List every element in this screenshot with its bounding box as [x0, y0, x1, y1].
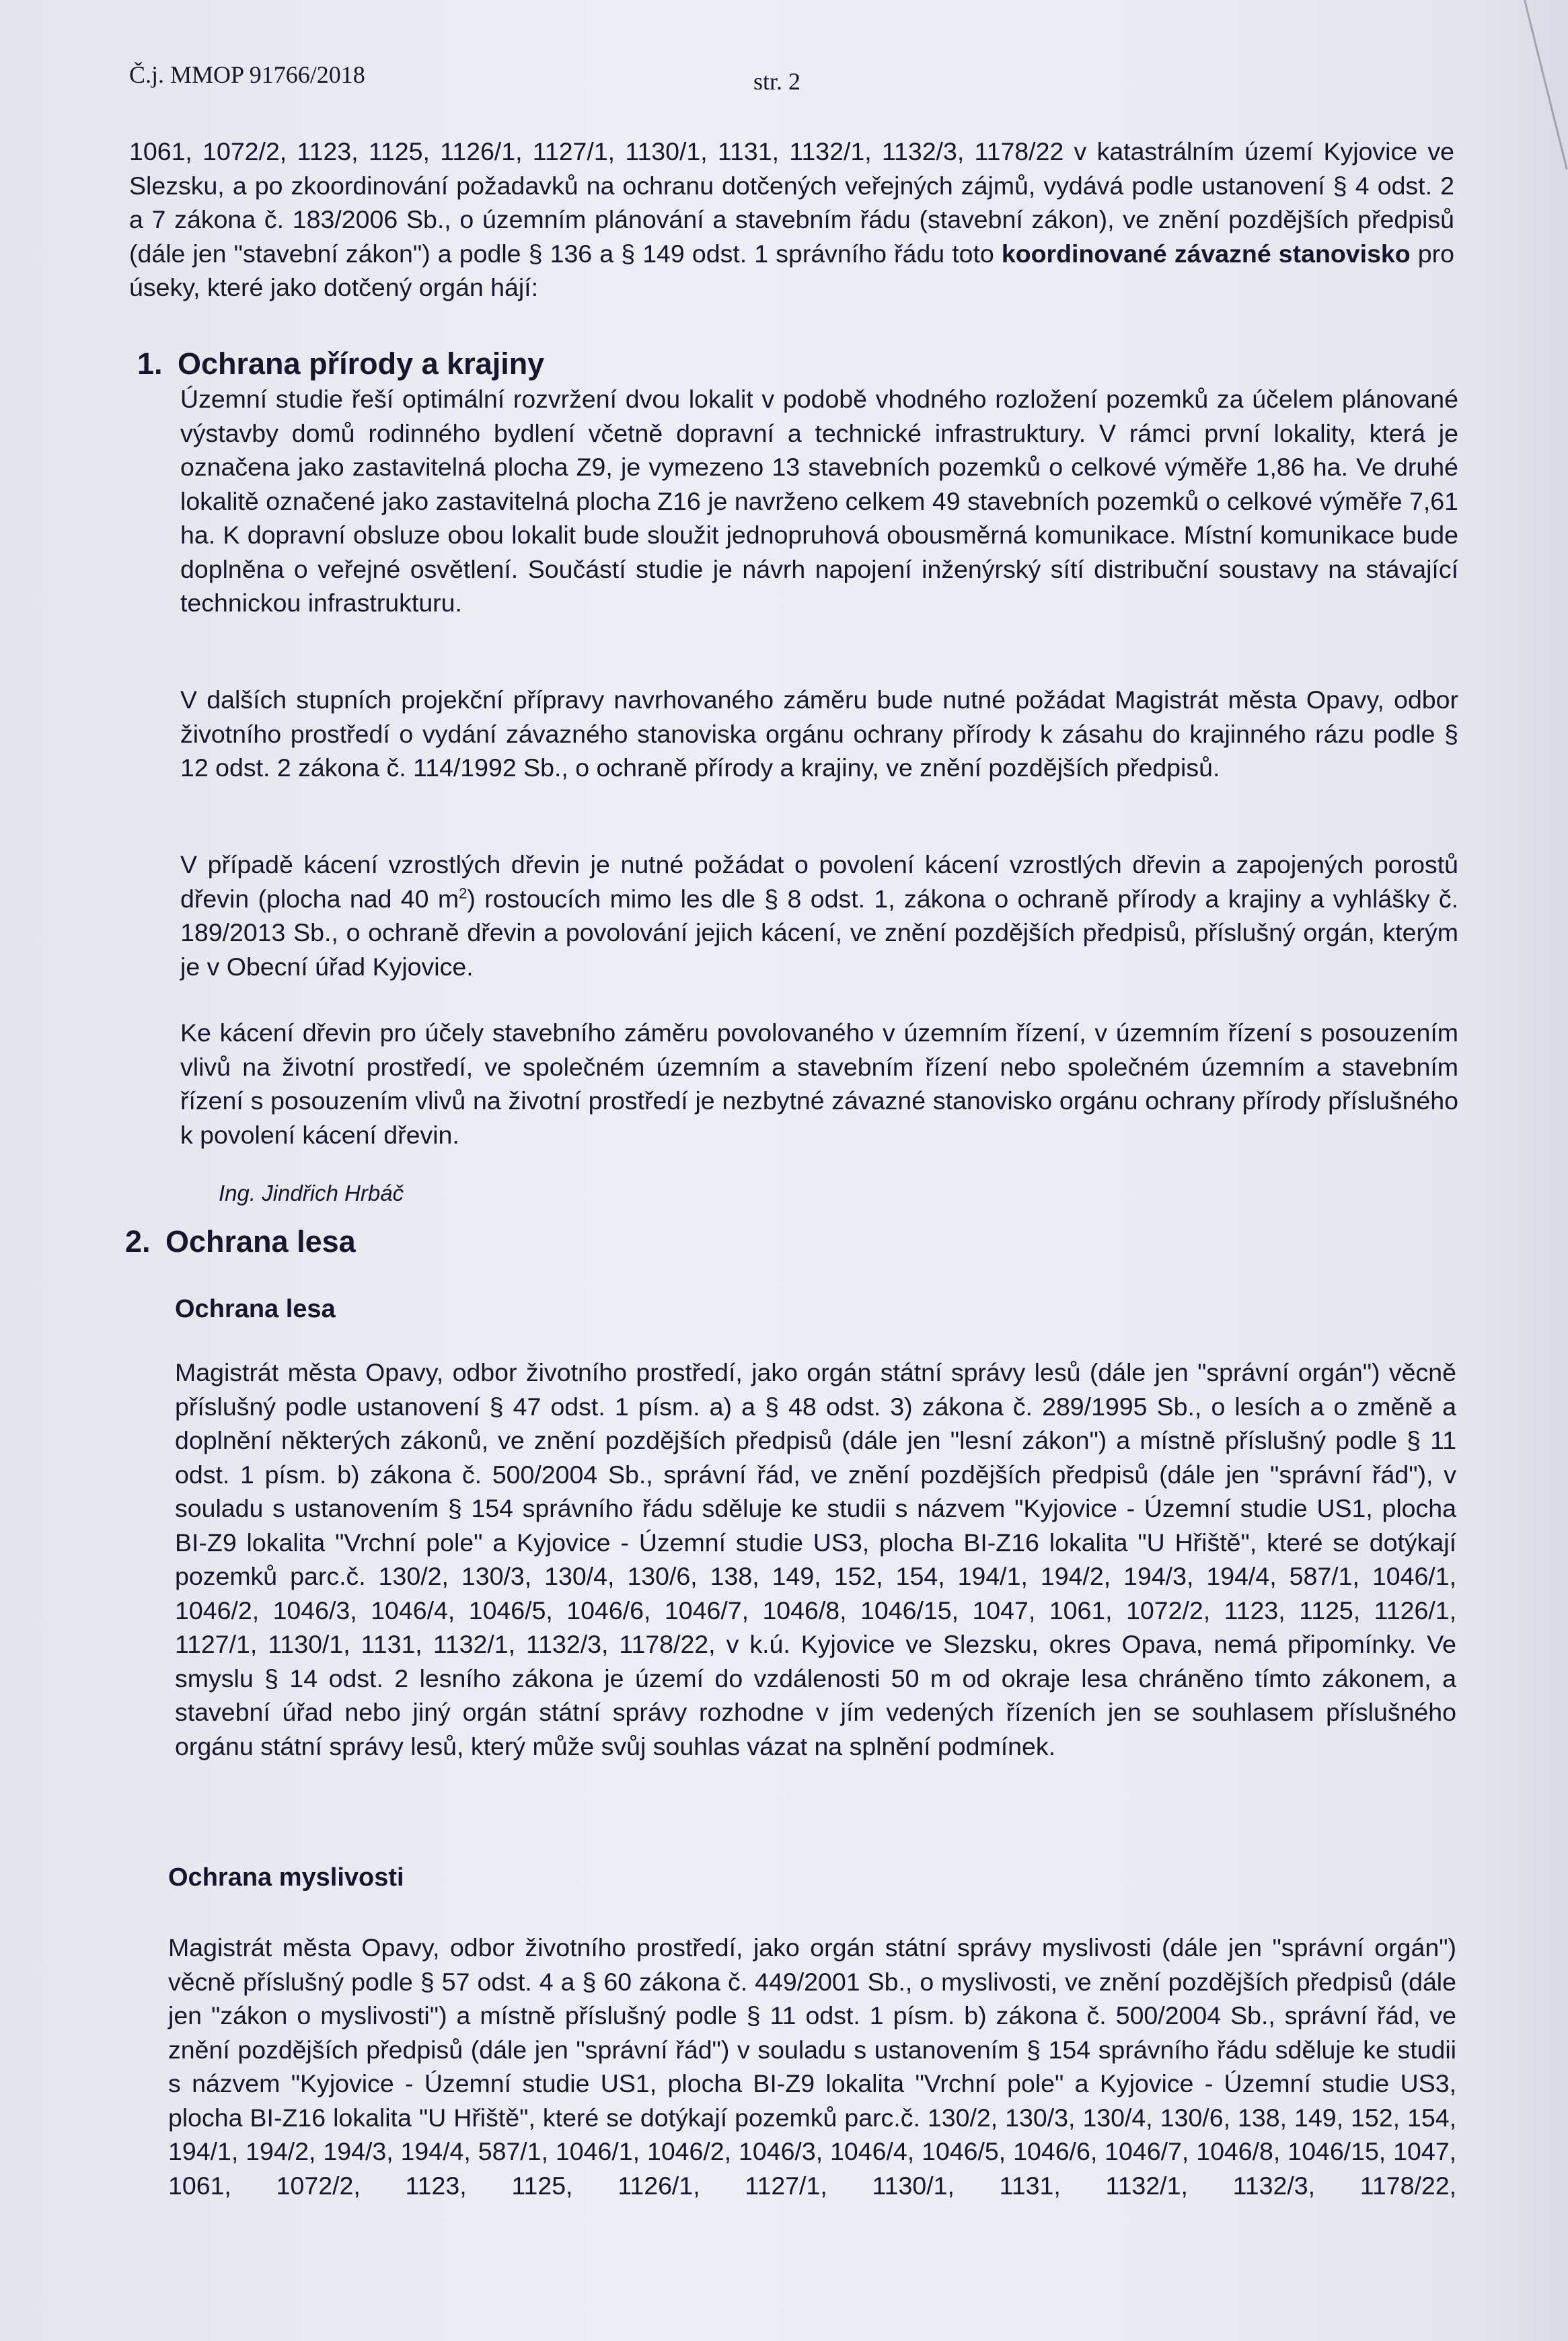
section-1-heading — [137, 346, 544, 381]
section-1-number: 1. — [137, 346, 163, 381]
subsection-hunting-text: Magistrát města Opavy, odbor životního prostředí, jako orgán státní správy myslivosti (dále jen "správní orgán") věcně příslušný podle § 57 odst. 4 a § 60 zákona č. 449/2001 Sb., o myslivosti, ve znění pozdějších předpisů (dále jen "zákon o myslivosti") a místně příslušný podle § 11 odst. 1 písm. b) zákona č. 500/2004 Sb., správní řád, ve znění pozdějších předpisů (dále jen "správní řád") v souladu s ustanovením § 154 správního řádu sděluje ke studii s názvem "Kyjovice - Územní studie US1, plocha BI-Z9 lokalita "Vrchní pole" a Kyjovice - Územní studie US3, plocha BI-Z16 lokalita "U Hřiště", které se dotýkají pozemků parc.č. 130/2, 130/3, 130/4, 130/6, 138, 149, 152, 154, 194/1, 194/2, 194/3, 194/4, 587/1, 1046/1, 1046/2, 1046/3, 1046/4, 1046/5, 1046/6, 1046/7, 1046/8, 1046/15, 1047, 1061, 1072/2, 1123, 1125, 1126/1, 1127/1, 1130/1, 1131, 1132/1, 1132/3, 1178/22, — [168, 1933, 1456, 2200]
page-fold-shadow — [1474, 0, 1568, 2341]
section-1-p3b: ) rostoucích mimo les dle § 8 odst. 1, zákona o ochraně přírody a krajiny a vyhlášky č. 189/2013 Sb., o ochraně dřevin a povolování jejich kácení, ve znění pozdějších předpisů, příslušný orgán, kterým je v Obecní úřad Kyjovice. — [180, 884, 1458, 981]
signatory: Ing. Jindřich Hrbáč — [219, 1181, 404, 1205]
section-1-p3a: V případě kácení vzrostlých dřevin je nutné požádat o povolení kácení vzrostlých dřevin a zapojených porostů dřevin (plocha nad 40 m — [180, 850, 1458, 913]
superscript: 2 — [459, 885, 468, 901]
section-1-p2: V dalších stupních projekční přípravy navrhovaného záměru bude nutné požádat Magistrát města Opavy, odbor životního prostředí o vydání závazného stanoviska orgánu ochrany přírody k zásahu do krajinného rázu podle § 12 odst. 2 zákona č. 114/1992 Sb., o ochraně přírody a krajiny, ve znění pozdějších předpisů. — [180, 685, 1458, 782]
intro-text: 1061, 1072/2, 1123, 1125, 1126/1, 1127/1, 1130/1, 1131, 1132/1, 1132/3, 1178/22 v katastrálním území Kyjovice ve Slezsku, a po zkoordinování požadavků na ochranu dotčených veřejných zájmů, vydává podle ustanovení § 4 odst. 2 a 7 zákona č. 183/2006 Sb., o územním plánování a stavebním řádu (stavební zákon), ve znění pozdějších předpisů (dále jen "stavební zákon") a podle § 136 a § 149 odst. 1 správního řádu toto — [129, 137, 1454, 268]
intro-bold: koordinované závazné stanovisko — [1001, 239, 1411, 268]
section-2-title: Ochrana lesa — [165, 1224, 356, 1259]
section-1-p4: Ke kácení dřevin pro účely stavebního záměru povolovaného v územním řízení, v územním řízení s posouzením vlivů na životní prostředí, ve společném územním a stavebním řízení nebo společném územním a stavebním řízení s posouzením vlivů na životní prostředí je nezbytné závazné stanovisko orgánu ochrany přírody příslušného k povolení kácení dřevin. — [180, 1018, 1458, 1149]
reference-number: Č.j. MMOP 91766/2018 — [129, 61, 365, 88]
section-2-number: 2. — [125, 1224, 151, 1259]
section-1-p1: Územní studie řeší optimální rozvržení dvou lokalit v podobě vhodného rozložení pozemků za účelem plánované výstavby domů rodinného bydlení včetně dopravní a technické infrastruktury. V rámci první lokality, která je označena jako zastavitelná plocha Z9, je vymezeno 13 stavebních pozemků o celkové výměře 1,86 ha. Ve druhé lokalitě označené jako zastavitelná plocha Z16 je navrženo celkem 49 stavebních pozemků o celkové výměře 7,61 ha. K dopravní obsluze obou lokalit bude sloužit jednopruhová obousměrná komunikace. Místní komunikace bude doplněna o veřejné osvětlení. Součástí studie je návrh napojení inženýrský sítí distribuční soustavy na stávající technickou infrastrukturu. — [180, 385, 1458, 617]
section-1-title: Ochrana přírody a krajiny — [178, 346, 545, 381]
intro-paragraph — [129, 135, 1454, 305]
subsection-forest-title: Ochrana lesa — [175, 1295, 336, 1323]
section-2-heading — [125, 1224, 356, 1259]
subsection-hunting-title: Ochrana myslivosti — [168, 1863, 404, 1892]
subsection-hunting-paragraph — [168, 1931, 1456, 2202]
subsection-forest-paragraph — [175, 1355, 1456, 1763]
section-1-paragraph-1 — [180, 382, 1458, 620]
section-1-paragraph-4 — [180, 1016, 1458, 1152]
page-number: str. 2 — [753, 68, 801, 95]
subsection-forest-text: Magistrát města Opavy, odbor životního prostředí, jako orgán státní správy lesů (dále jen "správní orgán") věcně příslušný podle ustanovení § 47 odst. 1 písm. a) a § 48 odst. 3) zákona č. 289/1995 Sb., o lesích a o změně a doplnění některých zákonů, ve znění pozdějších předpisů (dále jen "lesní zákon") a místně příslušný podle § 11 odst. 1 písm. b) zákona č. 500/2004 Sb., správní řád, ve znění pozdějších předpisů (dále jen "správní řád"), v souladu s ustanovením § 154 správního řádu sděluje ke studii s názvem "Kyjovice - Územní studie US1, plocha BI-Z9 lokalita "Vrchní pole" a Kyjovice - Územní studie US3, plocha BI-Z16 lokalita "U Hřiště", které se dotýkají pozemků parc.č. 130/2, 130/3, 130/4, 130/6, 138, 149, 152, 154, 194/1, 194/2, 194/3, 194/4, 587/1, 1046/1, 1046/2, 1046/3, 1046/4, 1046/5, 1046/6, 1046/7, 1046/8, 1046/15, 1047, 1061, 1072/2, 1123, 1125, 1126/1, 1127/1, 1130/1, 1131, 1132/1, 1132/3, 1178/22, v k.ú. Kyjovice ve Slezsku, okres Opava, nemá připomínky. Ve smyslu § 14 odst. 2 lesního zákona je území do vzdálenosti 50 m od okraje lesa chráněno tímto zákonem, a stavební úřad nebo jiný orgán státní správy rozhodne v jím vedených řízeních jen se souhlasem příslušného orgánu státní správy lesů, který může svůj souhlas vázat na splnění podmínek. — [175, 1358, 1456, 1760]
section-1-paragraph-3 — [180, 848, 1458, 983]
intro-text-end: pro úseky, které jako dotčený orgán hájí: — [129, 239, 1454, 301]
section-1-paragraph-2 — [180, 683, 1458, 785]
